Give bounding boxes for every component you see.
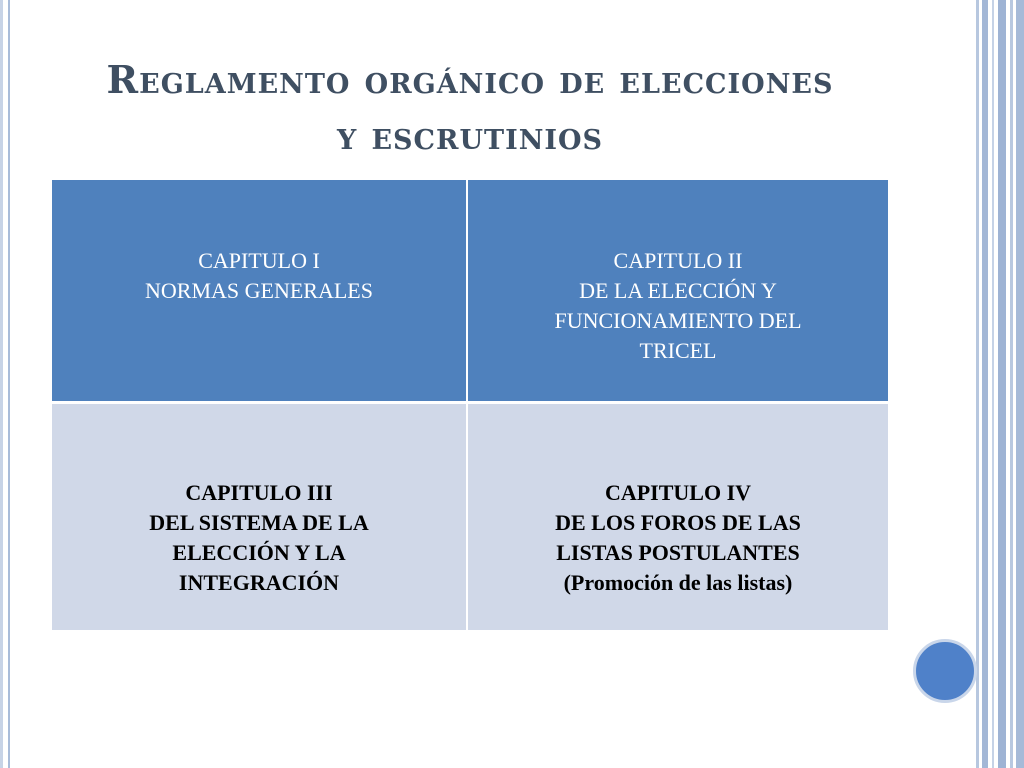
right-decor-stripe — [1016, 0, 1024, 768]
right-decor-stripe — [992, 0, 994, 768]
right-decor-stripe — [1010, 0, 1013, 768]
cell-line: CAPITULO I — [198, 248, 320, 273]
cell-line: DE LOS FOROS DE LAS — [555, 510, 801, 535]
cell-line: ELECCIÓN Y LA — [172, 540, 346, 565]
cell-line: CAPITULO IV — [604, 480, 752, 505]
cell-line: LISTAS POSTULANTES — [556, 540, 800, 565]
cell-line: NORMAS GENERALES — [145, 278, 373, 303]
table-cell-capitulo-1 — [52, 180, 468, 404]
cell-line: TRICEL — [639, 338, 717, 363]
table-cell-capitulo-3 — [52, 404, 468, 630]
cell-line: CAPITULO III — [185, 480, 333, 505]
right-decor-stripe — [982, 0, 988, 768]
cell-line: DEL SISTEMA DE LA — [149, 510, 369, 535]
slide-title — [40, 52, 900, 164]
table-cell-capitulo-2 — [468, 180, 888, 404]
slide-title-line-1: Reglamento orgánico de elecciones — [106, 57, 834, 102]
decor-circle-icon — [913, 639, 977, 703]
cell-line: FUNCIONAMIENTO DEL — [554, 308, 802, 333]
cell-line: DE LA ELECCIÓN Y — [579, 278, 777, 303]
right-decor-stripe — [998, 0, 1006, 768]
left-border-line — [0, 0, 3, 768]
cell-line: (Promoción de las listas) — [563, 570, 793, 595]
cell-line: CAPITULO II — [613, 248, 743, 273]
slide-title-line-2: y escrutinios — [336, 113, 604, 158]
left-border-line — [8, 0, 10, 768]
right-decor-stripe — [976, 0, 979, 768]
chapters-table — [52, 180, 888, 630]
table-cell-capitulo-4 — [468, 404, 888, 630]
cell-line: INTEGRACIÓN — [178, 570, 340, 595]
